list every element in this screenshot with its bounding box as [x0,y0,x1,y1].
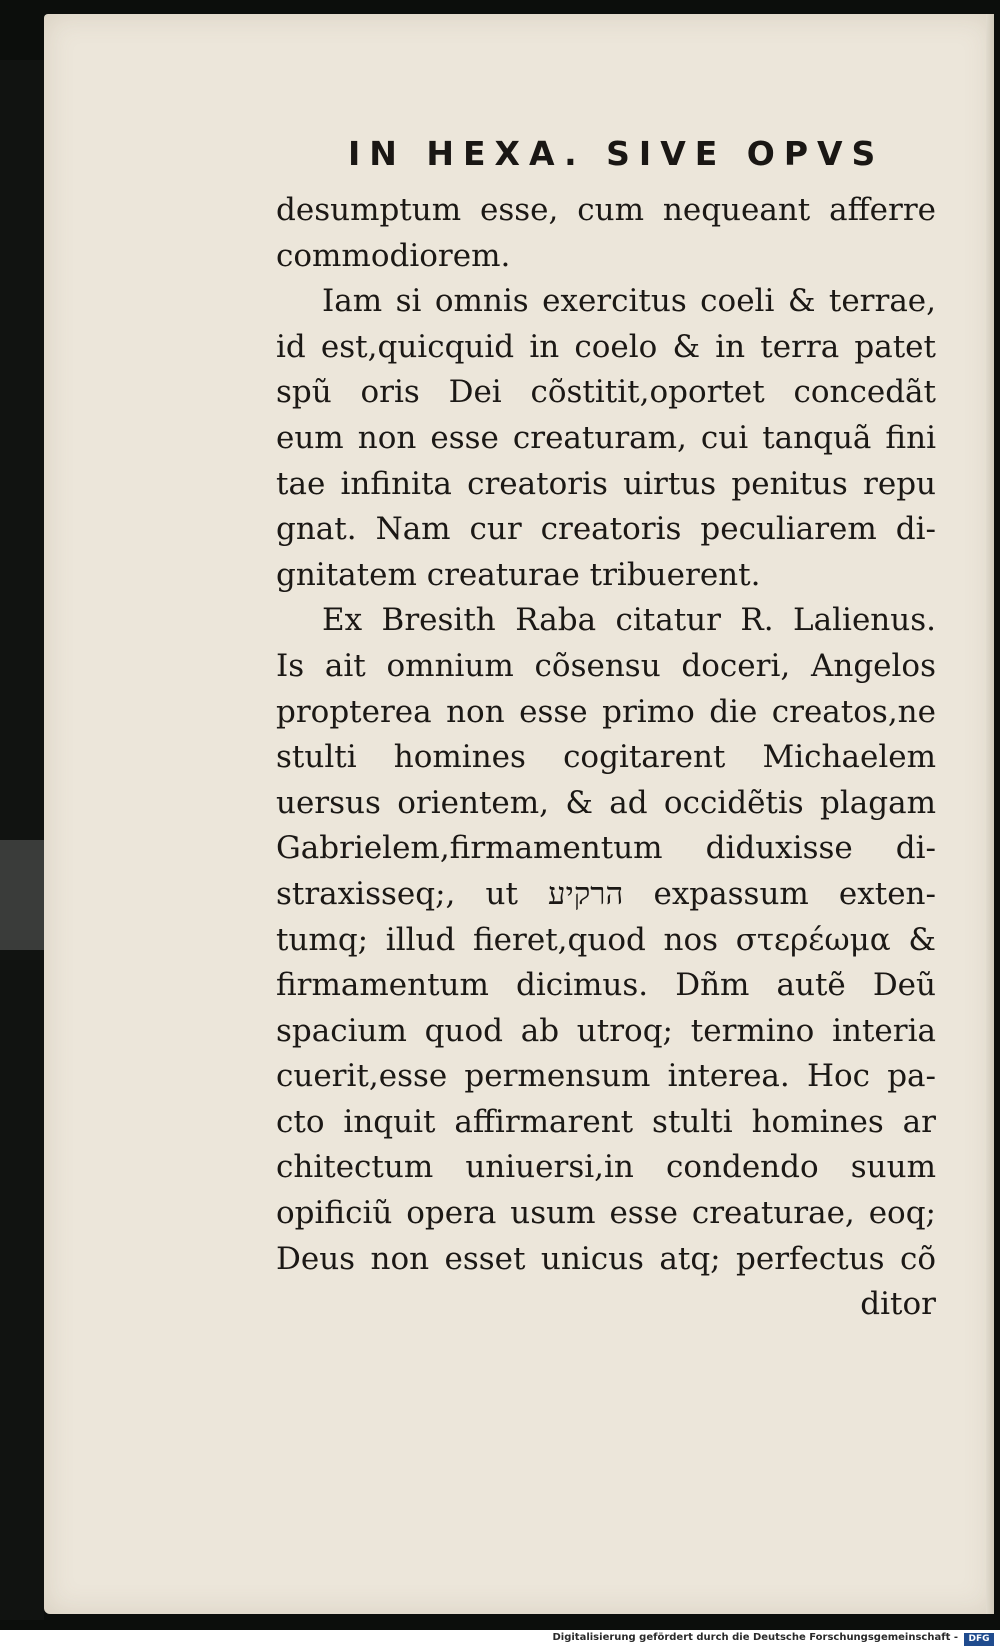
text-line: tumq; illud fieret,quod nos στερέωμα & [276,921,936,958]
text-line: Iam si omnis exercitus coeli & terrae, [322,283,936,320]
catchword: ditor [860,1286,936,1323]
text-line: tae infinita creatoris uirtus penitus repu [276,465,936,502]
funding-credit: Digitalisierung gefördert durch die Deutsche Forschungsgemeinschaft - [552,1632,958,1643]
text-line: opificiũ opera usum esse creaturae, eoq; [276,1195,936,1232]
text-line: spũ oris Dei cõstitit,oportet concedãt [276,374,936,411]
page-edge [986,14,994,1614]
adjacent-page-edge [0,60,44,1620]
text-line: straxisseq;, ut הרקיע expassum exten- [276,875,936,912]
text-line: firmamentum dicimus. Dñm autẽ Deũ [276,967,936,1004]
text-line: Is ait omnium cõsensu doceri, Angelos [276,647,936,684]
text-line: spacium quod ab utroq; termino interia [276,1012,936,1049]
text-line: id est,quicquid in coelo & in terra patet [276,328,936,365]
adjacent-page-band [0,840,44,950]
text-line: cto inquit affirmarent stulti homines ar [276,1103,936,1140]
text-line: propterea non esse primo die creatos,ne [276,693,936,730]
text-line: gnat. Nam cur creatoris peculiarem di- [276,511,936,548]
text-line: eum non esse creaturam, cui tanquã fini [276,419,936,456]
running-head: IN HEXA. SIVE OPVS [348,134,885,173]
text-line: cuerit,esse permensum interea. Hoc pa- [276,1058,936,1095]
footer-bar [0,1630,1000,1649]
text-line: Gabrielem,firmamentum diduxisse di- [276,830,936,867]
text-line: Ex Bresith Raba citatur R. Lalienus. [322,602,936,639]
text-line: desumptum esse, cum nequeant afferre [276,192,936,228]
text-line: Deus non esset unicus atq; perfectus cõ [276,1240,936,1277]
dfg-logo: DFG [964,1633,994,1646]
text-block [276,188,936,1328]
text-line: gnitatem creaturae tribuerent. [276,556,761,593]
text-line: uersus orientem, & ad occidẽtis plagam [276,784,936,821]
text-line: stulti homines cogitarent Michaelem [276,739,936,776]
text-line: chitectum uniuersi,in condendo suum [276,1149,936,1186]
text-line: commodiorem. [276,237,511,274]
